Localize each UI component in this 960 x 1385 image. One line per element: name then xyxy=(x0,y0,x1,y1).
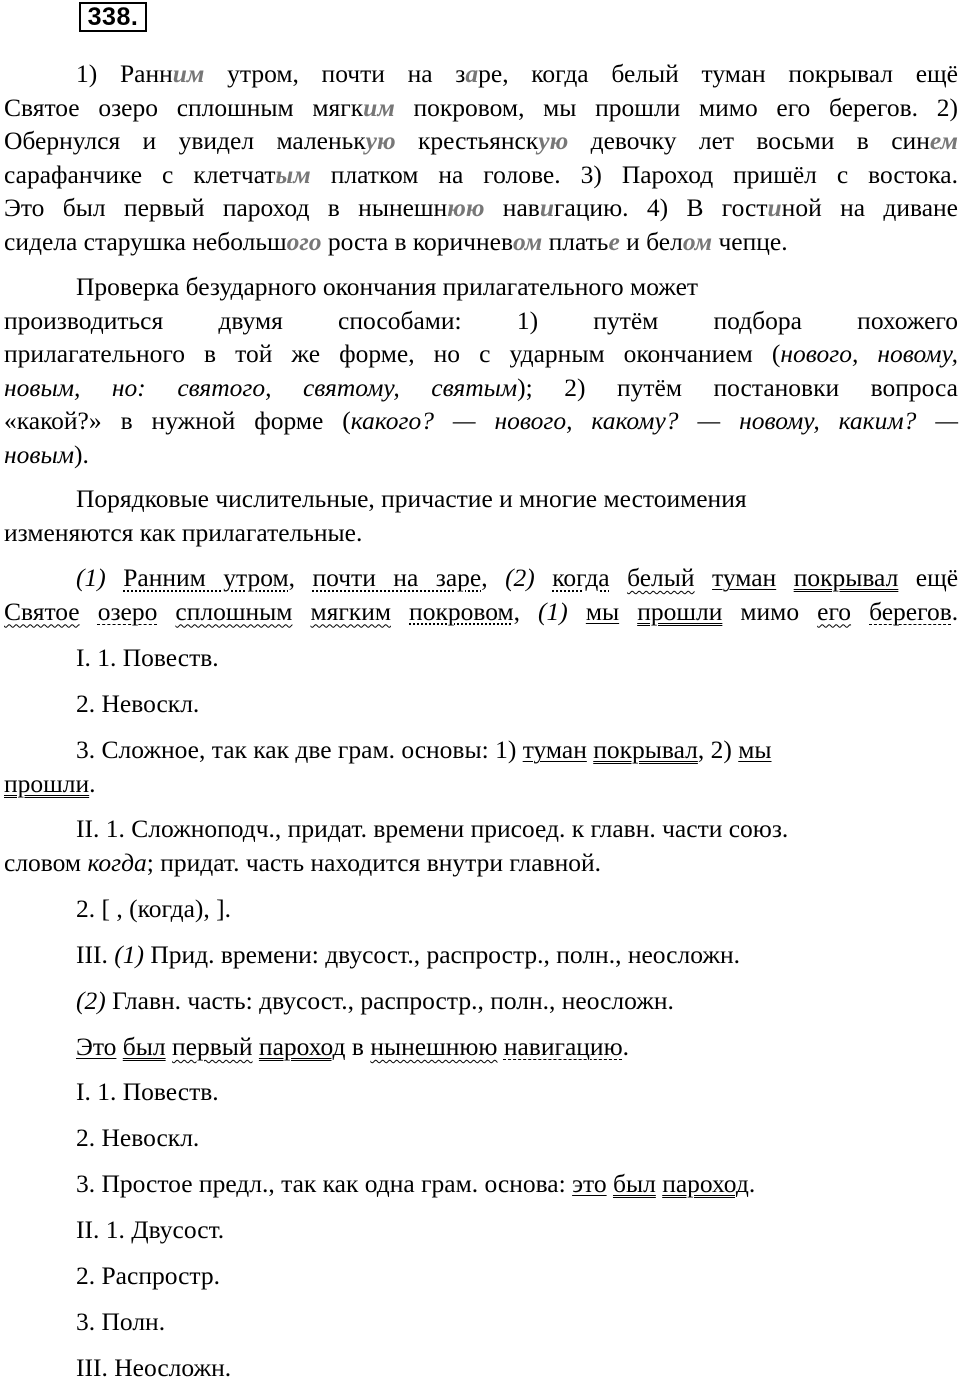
line: Это был первый пароход в нынешнюю навигацию. 4) В гостиной на диване xyxy=(4,193,958,222)
line: сидела старушка небольшого роста в коричневом платье и белом чепце. xyxy=(4,226,788,256)
analysis-item: I. 1. Повеств. xyxy=(76,643,219,672)
analysis-item: 2. Распростр. xyxy=(76,1261,220,1290)
line: «какой?» в нужной форме (какого? — нового, какому? — новому, каким? — xyxy=(4,406,958,435)
analysis-item: 2. Невоскл. xyxy=(76,1123,200,1152)
line: Святое озеро сплошным мягким покровом, (1) мы прошли мимо его берегов. xyxy=(4,596,959,626)
sentence-1 xyxy=(4,561,958,628)
analysis-item: II. 1. Сложноподч., придат. времени присоед. к главн. части союз. словом когда; придат. часть находится внутри главной. xyxy=(4,814,789,877)
rule-paragraph xyxy=(4,270,958,471)
line: Порядковые числительные, причастие и многие местоимения xyxy=(76,484,747,513)
line: Обернулся и увидел маленькую крестьянскую девочку лет восьми в синем xyxy=(4,126,959,155)
line: новым). xyxy=(4,439,89,469)
line: новым, но: святого, святому, святым); 2) путём постановки вопроса xyxy=(4,372,958,402)
analysis-item: III. Неосложн. xyxy=(76,1353,232,1382)
line: прилагательного в той же форме, но с ударным окончанием (нового, новому, xyxy=(4,339,958,368)
analysis-item: 2. Невоскл. xyxy=(76,689,200,718)
analysis-item: 2. [ , (когда), ]. xyxy=(76,894,232,923)
analysis-item: 3. Простое предл., так как одна грам. основа: это был пароход. xyxy=(76,1169,756,1198)
analysis-item: II. 1. Двусост. xyxy=(76,1215,225,1244)
line: сарафанчике с клетчатым платком на голове. 3) Пароход пришёл с востока. xyxy=(4,159,958,189)
analysis-item: (2) Главн. часть: двусост., распростр., полн., неосложн. xyxy=(76,986,674,1015)
line: производиться двумя способами: 1) путём подбора похожего xyxy=(4,305,958,335)
line: 1) Ранним утром, почти на заре, когда белый туман покрывал ещё xyxy=(76,59,958,88)
note-paragraph xyxy=(4,482,958,549)
sentence-2: Это был первый пароход в нынешнюю навигацию. xyxy=(76,1032,629,1061)
exercise-text xyxy=(4,57,958,258)
line: Святое озеро сплошным мягким покровом, мы прошли мимо его берегов. 2) xyxy=(4,92,958,122)
line: изменяются как прилагательные. xyxy=(4,517,363,547)
analysis-item: III. (1) Прид. времени: двусост., распростр., полн., неосложн. xyxy=(76,940,740,969)
analysis-item: 3. Полн. xyxy=(76,1307,166,1336)
analysis-item: 3. Сложное, так как две грам. основы: 1) туман покрывал, 2) мы прошли. xyxy=(4,735,772,798)
analysis-item: I. 1. Повеств. xyxy=(76,1077,219,1106)
line: Проверка безударного окончания прилагательного может xyxy=(76,272,699,301)
line: (1) Ранним утром, почти на заре, (2) когда белый туман покрывал ещё xyxy=(76,563,959,592)
exercise-number: 338. xyxy=(79,2,147,32)
